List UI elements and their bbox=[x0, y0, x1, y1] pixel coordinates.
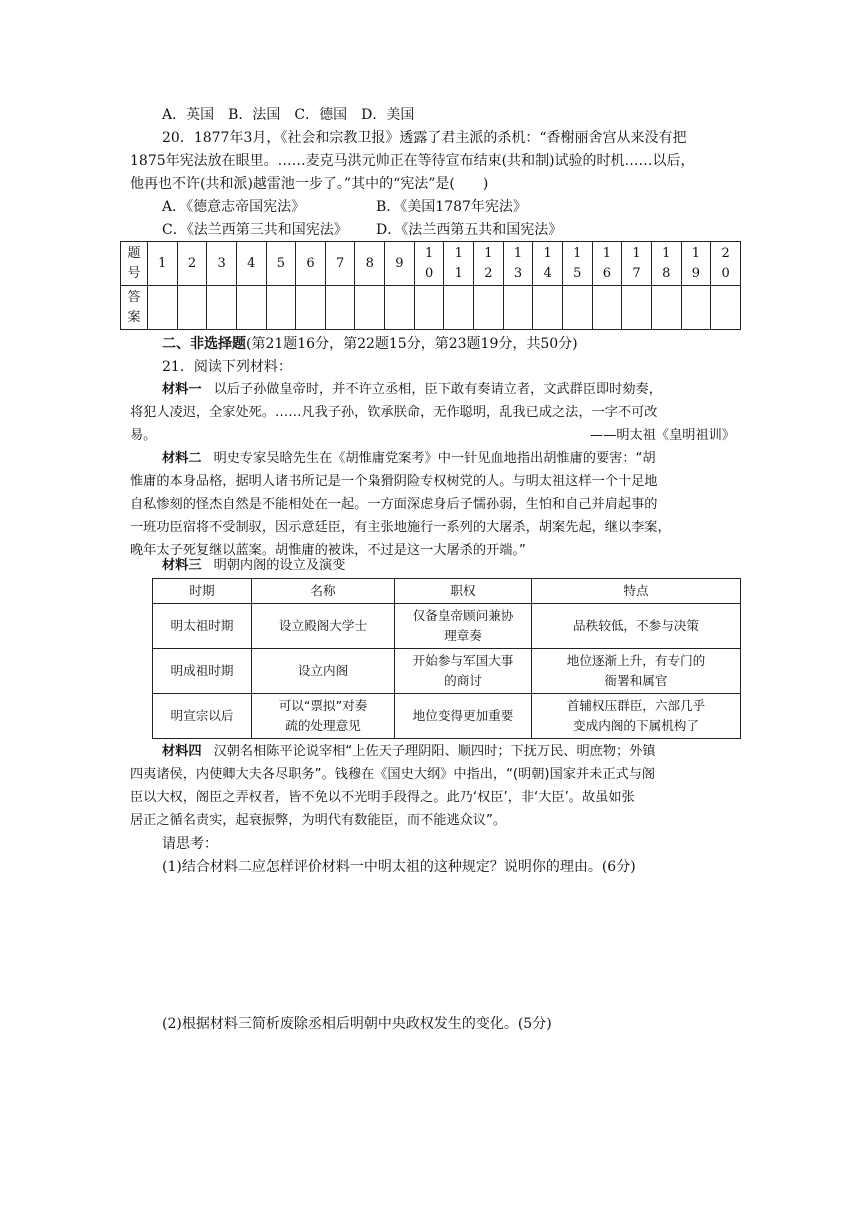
table-row bbox=[153, 649, 741, 694]
cell-power: 地位变得更加重要 bbox=[395, 694, 532, 739]
material4-line1: 材料四 汉朝名相陈平论说宰相“上佐天子理阴阳、顺四时；下抚万民、明庶物；外镇 bbox=[162, 744, 656, 759]
grid-number-7: 7 bbox=[325, 242, 355, 286]
header-name: 名称 bbox=[252, 579, 395, 604]
grid-number-3: 3 bbox=[207, 242, 237, 286]
grid-number-12: 1 2 bbox=[474, 242, 504, 286]
answer-cell-1[interactable] bbox=[148, 286, 178, 330]
q20-stem-line1: 20．1877年3月，《社会和宗教卫报》透露了君主派的杀机：“香榭丽舍宫从来没有把 bbox=[162, 130, 687, 146]
grid-number-9: 9 bbox=[385, 242, 415, 286]
material1-line3: 易。 bbox=[130, 428, 157, 443]
grid-number-2: 2 bbox=[177, 242, 207, 286]
q20-option-d: D．《法兰西第五共和国宪法》 bbox=[376, 222, 563, 238]
cell-feature: 品秩较低，不参与决策 bbox=[532, 604, 741, 649]
material2-line4: 一班功臣宿将不受制驭，因示意廷臣，有主张地施行一系列的大屠杀，胡案先起，继以李案， bbox=[130, 520, 671, 535]
answer-cell-9[interactable] bbox=[385, 286, 415, 330]
material2-line2: 惟庸的本身品格，据明人诸书所记是一个枭猾阴险专权树党的人。与明太祖这样一个十足地 bbox=[130, 474, 658, 489]
material4-line4: 居正之循名责实，起衰振弊，为明代有数能臣，而不能逃众议”。 bbox=[130, 813, 507, 828]
table-row bbox=[153, 694, 741, 739]
answer-space-2[interactable] bbox=[162, 1040, 742, 1190]
material1-line1: 材料一 以后子孙做皇帝时，并不许立丞相，臣下敢有奏请立者，文武群臣即时劾奏， bbox=[162, 382, 662, 397]
answer-cell-6[interactable] bbox=[296, 286, 326, 330]
material1-label: 材料一 bbox=[162, 382, 202, 397]
material3-table bbox=[152, 578, 741, 739]
header-period: 时期 bbox=[153, 579, 252, 604]
header-feature: 特点 bbox=[532, 579, 741, 604]
sub-question-2: (2)根据材料三简析废除丞相后明朝中央政权发生的变化。(5分) bbox=[162, 1016, 552, 1032]
material3-header-row bbox=[153, 579, 741, 604]
material4-label: 材料四 bbox=[162, 744, 202, 759]
answer-cell-13[interactable] bbox=[503, 286, 533, 330]
answer-cell-14[interactable] bbox=[533, 286, 563, 330]
material4-line3: 臣以大权，阁臣之弄权者，皆不免以不光明手段得之。此乃‘权臣’，非‘大臣’。故虽如张 bbox=[130, 790, 635, 805]
answer-cell-16[interactable] bbox=[592, 286, 622, 330]
answer-cell-17[interactable] bbox=[622, 286, 652, 330]
material1-source: ——明太祖《皇明祖训》 bbox=[590, 428, 736, 443]
cell-feature: 首辅权压群臣，六部几乎 变成内阁的下属机构了 bbox=[532, 694, 741, 739]
cell-power: 开始参与军国大事 的商讨 bbox=[395, 649, 532, 694]
material3-label: 材料三 bbox=[162, 558, 202, 573]
cell-feature: 地位逐渐上升，有专门的 衙署和属官 bbox=[532, 649, 741, 694]
grid-number-15: 1 5 bbox=[562, 242, 592, 286]
grid-number-10: 1 0 bbox=[414, 242, 444, 286]
material4-line2: 四夷诸侯，内使卿大夫各尽职务”。钱穆在《国史大纲》中指出，“(明朝)国家并未正式与阁 bbox=[130, 767, 656, 782]
material3-heading bbox=[162, 555, 345, 577]
answer-grid-number-row bbox=[121, 242, 741, 286]
cell-period: 明成祖时期 bbox=[153, 649, 252, 694]
answer-grid bbox=[120, 241, 741, 330]
cell-name: 设立殿阁大学士 bbox=[252, 604, 395, 649]
answer-cell-5[interactable] bbox=[266, 286, 296, 330]
cell-period: 明太祖时期 bbox=[153, 604, 252, 649]
answer-cell-19[interactable] bbox=[681, 286, 711, 330]
q19-options: A．英国 B．法国 C．德国 D．美国 bbox=[162, 107, 415, 123]
answer-grid-answer-row bbox=[121, 286, 741, 330]
think-prompt: 请思考： bbox=[162, 836, 218, 852]
answer-cell-4[interactable] bbox=[236, 286, 266, 330]
material2-line5: 晚年太子死复继以蓝案。胡惟庸的被诛，不过是这一大屠杀的开端。” bbox=[130, 543, 526, 558]
answer-cell-8[interactable] bbox=[355, 286, 385, 330]
sub-question-1: (1)结合材料二应怎样评价材料一中明太祖的这种规定？说明你的理由。(6分) bbox=[162, 859, 636, 875]
answer-cell-18[interactable] bbox=[651, 286, 681, 330]
header-power: 职权 bbox=[395, 579, 532, 604]
section2-heading bbox=[162, 333, 578, 355]
cell-name: 可以“票拟”对奏 疏的处理意见 bbox=[252, 694, 395, 739]
q20-option-b: B．《美国1787年宪法》 bbox=[376, 199, 527, 215]
q20-stem-line2: 1875年宪法放在眼里。……麦克马洪元帅正在等待宣布结束(共和制)试验的时机……以后， bbox=[130, 153, 695, 169]
answer-cell-15[interactable] bbox=[562, 286, 592, 330]
material2-line1: 材料二 明史专家吴晗先生在《胡惟庸党案考》中一针见血地指出胡惟庸的要害：“胡 bbox=[162, 451, 656, 466]
cell-name: 设立内阁 bbox=[252, 649, 395, 694]
material3-title: 明朝内阁的设立及演变 bbox=[213, 558, 346, 573]
answer-cell-20[interactable] bbox=[711, 286, 741, 330]
answer-space-1[interactable] bbox=[162, 882, 742, 1002]
grid-number-18: 1 8 bbox=[651, 242, 681, 286]
cell-period: 明宣宗以后 bbox=[153, 694, 252, 739]
answer-cell-11[interactable] bbox=[444, 286, 474, 330]
grid-number-5: 5 bbox=[266, 242, 296, 286]
answer-cell-2[interactable] bbox=[177, 286, 207, 330]
grid-number-19: 1 9 bbox=[681, 242, 711, 286]
q20-stem-line3: 他再也不许(共和派)越雷池一步了。”其中的“宪法”是( ) bbox=[130, 176, 489, 192]
answer-cell-3[interactable] bbox=[207, 286, 237, 330]
grid-number-16: 1 6 bbox=[592, 242, 622, 286]
material1-line2: 将犯人凌迟，全家处死。……凡我子孙，钦承朕命，无作聪明，乱我已成之法，一字不可改 bbox=[130, 405, 658, 420]
cell-power: 仅备皇帝顾问兼协 理章奏 bbox=[395, 604, 532, 649]
grid-number-17: 1 7 bbox=[622, 242, 652, 286]
grid-number-8: 8 bbox=[355, 242, 385, 286]
answer-cell-12[interactable] bbox=[474, 286, 504, 330]
material2-label: 材料二 bbox=[162, 451, 202, 466]
table-row bbox=[153, 604, 741, 649]
q20-option-c: C．《法兰西第三共和国宪法》 bbox=[162, 222, 348, 238]
grid-number-20: 2 0 bbox=[711, 242, 741, 286]
q21-intro: 21．阅读下列材料： bbox=[162, 359, 292, 375]
grid-number-13: 1 3 bbox=[503, 242, 533, 286]
material2-line3: 自私惨刻的怪杰自然是不能相处在一起。一方面深虑身后子懦孙弱，生怕和自己并肩起事的 bbox=[130, 497, 658, 512]
grid-number-6: 6 bbox=[296, 242, 326, 286]
section2-title: 二、非选择题 bbox=[162, 336, 246, 352]
grid-number-11: 1 1 bbox=[444, 242, 474, 286]
grid-number-14: 1 4 bbox=[533, 242, 563, 286]
section2-info: (第21题16分，第22题15分，第23题19分，共50分) bbox=[246, 336, 578, 352]
answer-cell-7[interactable] bbox=[325, 286, 355, 330]
grid-head-answer: 答 案 bbox=[121, 286, 148, 330]
q20-option-a: A．《德意志帝国宪法》 bbox=[162, 199, 306, 215]
grid-head-number: 题 号 bbox=[121, 242, 148, 286]
grid-number-1: 1 bbox=[148, 242, 178, 286]
grid-number-4: 4 bbox=[236, 242, 266, 286]
answer-cell-10[interactable] bbox=[414, 286, 444, 330]
